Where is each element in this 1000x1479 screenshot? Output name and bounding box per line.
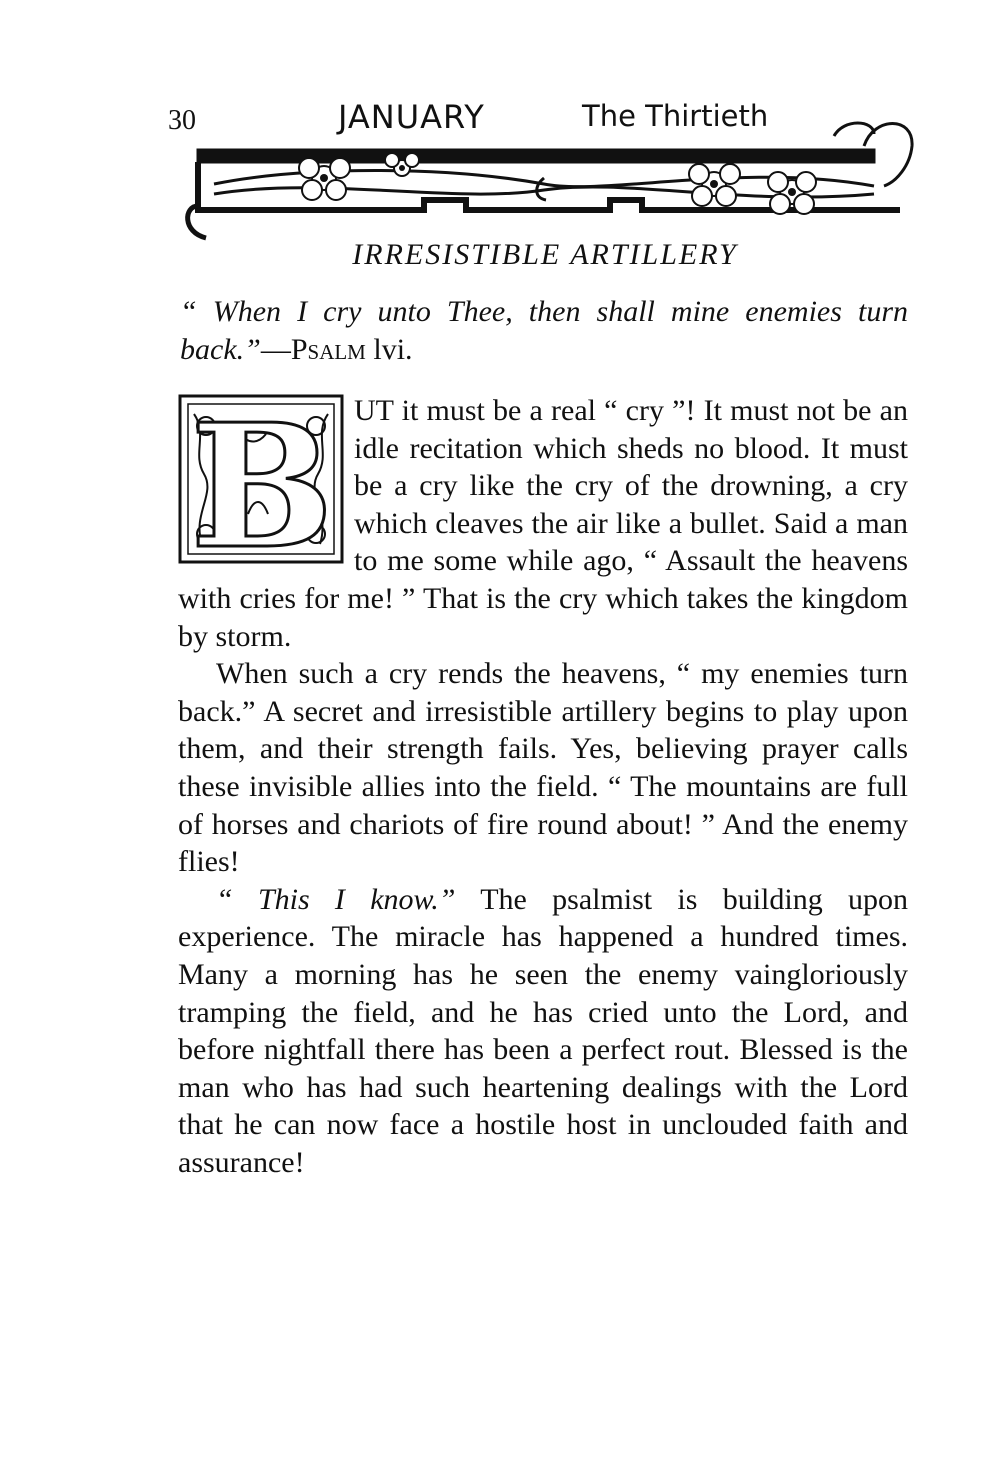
dropcap-spacer: [178, 392, 354, 575]
paragraph-3-text: The psalmist is building upon experience. The miracle has happened a hundred times. Many a morning has he seen the enemy vaingloriously tramping the field, and he has cried unto the Lord, and before nightfall there has been a perfect rout. Blessed is the man who has had such heartening dealings with the Lord that he can now face a hostile host in unclouded faith and assurance!: [178, 882, 908, 1179]
epigraph-source: Psalm: [290, 333, 366, 366]
epigraph-dash: —: [260, 333, 291, 366]
day-title: The Thirtieth: [582, 99, 769, 133]
paragraph-3: [178, 881, 908, 1182]
paragraph-1-text: UT it must be a real “ cry ”! It must not be an idle recitation which sheds no blood. It must be a cry like the cry of the drowning, a cry which cleaves the air like a bullet. Said a man to me some while ago, “ Assault the heavens with cries for me! ” That is the cry which takes the kingdom by storm.: [178, 394, 908, 653]
paragraph-3-lead: “ This I know.”: [216, 882, 456, 916]
paragraph-1: [178, 392, 908, 655]
paragraph-2: [178, 655, 908, 881]
epigraph: [180, 293, 908, 369]
epigraph-reference: lvi.: [373, 333, 413, 366]
page-number: 30: [168, 105, 196, 136]
epigraph-quote: “ When I cry unto Thee, then shall mine enemies turn back.”: [180, 295, 908, 366]
body-text: [178, 392, 908, 1181]
paragraph-2-text: When such a cry rends the heavens, “ my enemies turn back.” A secret and irresistible artillery begins to play upon them, and their strength fails. Yes, believing prayer calls these invisible allies into the field. “ The mountains are full of horses and chariots of fire round about! ” And the enemy flies!: [178, 657, 908, 879]
floral-ornament-banner: [184, 106, 920, 246]
chapter-heading: IRRESISTIBLE ARTILLERY: [352, 238, 738, 271]
dropcap-letter: B: [190, 394, 334, 564]
month-title: JANUARY: [338, 98, 485, 136]
